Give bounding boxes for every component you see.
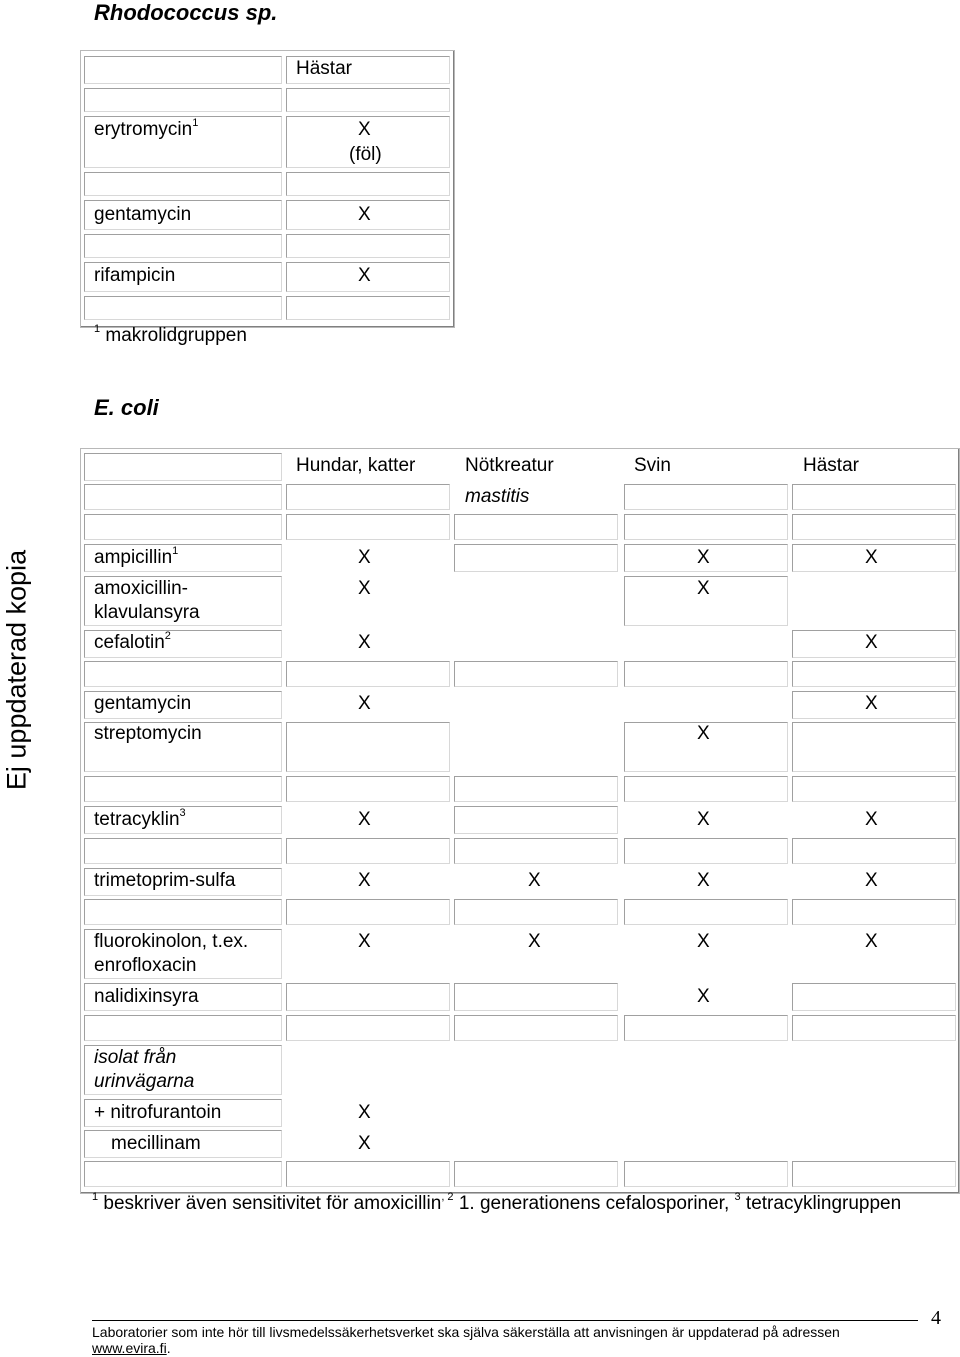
table-cell (286, 1161, 450, 1187)
sensitivity-mark: X (358, 204, 371, 225)
sensitivity-mark: X (358, 1133, 371, 1154)
table-cell (84, 838, 282, 864)
column-header-cattle: Nötkreatur (465, 455, 554, 476)
drug-name-line2: enrofloxacin (94, 955, 197, 976)
heading-suffix: sp. (239, 0, 278, 25)
footnote-text: beskriver även sensitivitet för amoxicillin (98, 1193, 442, 1214)
table-cell (84, 56, 282, 84)
table-cell (286, 899, 450, 925)
footnote-marker: 1 (94, 322, 101, 335)
table-footnote (92, 1192, 901, 1216)
drug-label (94, 546, 178, 570)
table-cell (792, 1161, 956, 1187)
footnote-text: tetracyklingruppen (740, 1193, 902, 1214)
sensitivity-mark: X (358, 809, 371, 830)
table-cell (84, 484, 282, 510)
table-cell (84, 661, 282, 687)
drug-name: gentamycin (94, 693, 192, 714)
footer-divider (92, 1320, 918, 1321)
column-header-horses: Hästar (803, 455, 859, 476)
table-cell (286, 234, 450, 258)
table-cell (454, 776, 618, 802)
table-cell (286, 1015, 450, 1041)
drug-name: ampicillin (94, 547, 173, 568)
table-cell (792, 1015, 956, 1041)
table-cell (454, 838, 618, 864)
drug-name: tetracyklin (94, 809, 180, 830)
table-cell (286, 172, 450, 196)
table-cell (84, 514, 282, 540)
sensitivity-mark: X (528, 931, 541, 952)
table-cell (84, 1015, 282, 1041)
footnote-marker: 3 (179, 806, 186, 819)
sensitivity-mark: X (358, 578, 371, 599)
table-cell (624, 838, 788, 864)
sensitivity-mark: X (865, 693, 878, 714)
table-cell (792, 514, 956, 540)
drug-label (94, 808, 186, 832)
table-cell (454, 1161, 618, 1187)
footnote-marker: 2 (164, 629, 171, 642)
drug-name: erytromycin (94, 119, 193, 140)
footer-disclaimer: Laboratorier som inte hör till livsmedelssäkerhetsverket ska själva säkerställa att anvisningen är uppdaterad på adressen (92, 1324, 840, 1340)
table-cell (84, 1161, 282, 1187)
table-cell (624, 1015, 788, 1041)
table-cell (624, 514, 788, 540)
section-heading-rhodococcus (94, 0, 277, 26)
drug-label (94, 118, 198, 142)
heading-genus: Rhodococcus (94, 0, 240, 25)
table-cell (286, 296, 450, 320)
table-cell (84, 234, 282, 258)
sensitivity-mark: X (697, 931, 710, 952)
table-cell (792, 983, 956, 1011)
sensitivity-mark: X (865, 931, 878, 952)
table-cell (84, 776, 282, 802)
column-header-hastar: Hästar (296, 58, 352, 79)
column-header-pigs: Svin (634, 455, 671, 476)
sensitivity-mark: X (697, 986, 710, 1007)
table-cell (286, 722, 450, 772)
table-cell (624, 661, 788, 687)
table-cell (792, 722, 956, 772)
footnote-marker: 1 (172, 544, 179, 557)
drug-name: gentamycin (94, 204, 192, 225)
table-cell (454, 514, 618, 540)
table-cell (286, 776, 450, 802)
sensitivity-mark: X (358, 632, 371, 653)
table-footnote (94, 324, 247, 348)
sensitivity-mark: X (697, 809, 710, 830)
sensitivity-mark: X (358, 693, 371, 714)
sensitivity-mark: X (358, 547, 371, 568)
table-cell (286, 838, 450, 864)
sensitivity-mark: X (865, 809, 878, 830)
drug-name: cefalotin (94, 632, 165, 653)
drug-name: amoxicillin- (94, 578, 188, 599)
sensitivity-mark: X (358, 265, 371, 286)
drug-name: + nitrofurantoin (94, 1102, 222, 1123)
footer-link[interactable]: www.evira.fi (92, 1340, 167, 1356)
drug-name: streptomycin (94, 723, 202, 744)
table-cell (454, 544, 618, 572)
side-watermark-text: Ej uppdaterad kopia (1, 549, 32, 791)
column-subheader-mastitis: mastitis (465, 486, 530, 507)
page-number: 4 (931, 1307, 941, 1329)
sensitivity-mark: X (697, 578, 710, 599)
table-cell (454, 661, 618, 687)
sensitivity-mark: X (865, 547, 878, 568)
sensitivity-mark: X (697, 723, 710, 744)
table-cell (624, 484, 788, 510)
table-cell (624, 899, 788, 925)
table-cell (624, 1161, 788, 1187)
table-cell (792, 484, 956, 510)
table-cell (454, 899, 618, 925)
mark-note: (föl) (349, 144, 382, 165)
footnote-marker: 1 (92, 1190, 99, 1203)
footer-link-suffix: . (166, 1340, 171, 1356)
footer-link-line (92, 1340, 171, 1357)
column-header-dogs-cats: Hundar, katter (296, 455, 416, 476)
table-cell (454, 1015, 618, 1041)
sensitivity-mark: X (358, 931, 371, 952)
table-cell (624, 776, 788, 802)
footnote-marker: , 2 (441, 1190, 454, 1203)
table-cell (792, 899, 956, 925)
urinary-label-line1: isolat från (94, 1047, 177, 1068)
table-cell (454, 806, 618, 834)
table-cell (286, 983, 450, 1011)
drug-label (94, 631, 171, 655)
drug-name-line2: klavulansyra (94, 602, 200, 623)
table-cell (792, 661, 956, 687)
section-heading-ecoli: E. coli (94, 395, 159, 420)
side-watermark (1, 549, 32, 791)
table-cell (84, 172, 282, 196)
table-cell (84, 453, 282, 481)
sensitivity-mark: X (865, 870, 878, 891)
table-cell (286, 514, 450, 540)
table-cell (84, 899, 282, 925)
sensitivity-mark: X (865, 632, 878, 653)
table-cell (286, 484, 450, 510)
footnote-marker: 3 (734, 1190, 741, 1203)
table-cell (792, 776, 956, 802)
table-cell (84, 296, 282, 320)
sensitivity-mark: X (528, 870, 541, 891)
table-cell (286, 88, 450, 112)
drug-name: nalidixinsyra (94, 986, 199, 1007)
table-cell (792, 838, 956, 864)
table-cell (286, 661, 450, 687)
sensitivity-mark: X (358, 870, 371, 891)
urinary-label-line2: urinvägarna (94, 1071, 195, 1092)
sensitivity-mark: X (697, 547, 710, 568)
sensitivity-mark: X (697, 870, 710, 891)
table-cell (84, 88, 282, 112)
footnote-text: 1. generationens cefalosporiner, (453, 1193, 735, 1214)
drug-name: trimetoprim-sulfa (94, 870, 236, 891)
drug-name: fluorokinolon, t.ex. (94, 931, 249, 952)
table-cell (454, 983, 618, 1011)
footnote-text: makrolidgruppen (100, 325, 247, 346)
drug-name: rifampicin (94, 265, 176, 286)
sensitivity-mark: X (358, 119, 371, 140)
sensitivity-mark: X (358, 1102, 371, 1123)
footnote-marker: 1 (192, 116, 199, 129)
drug-name: mecillinam (111, 1133, 201, 1154)
